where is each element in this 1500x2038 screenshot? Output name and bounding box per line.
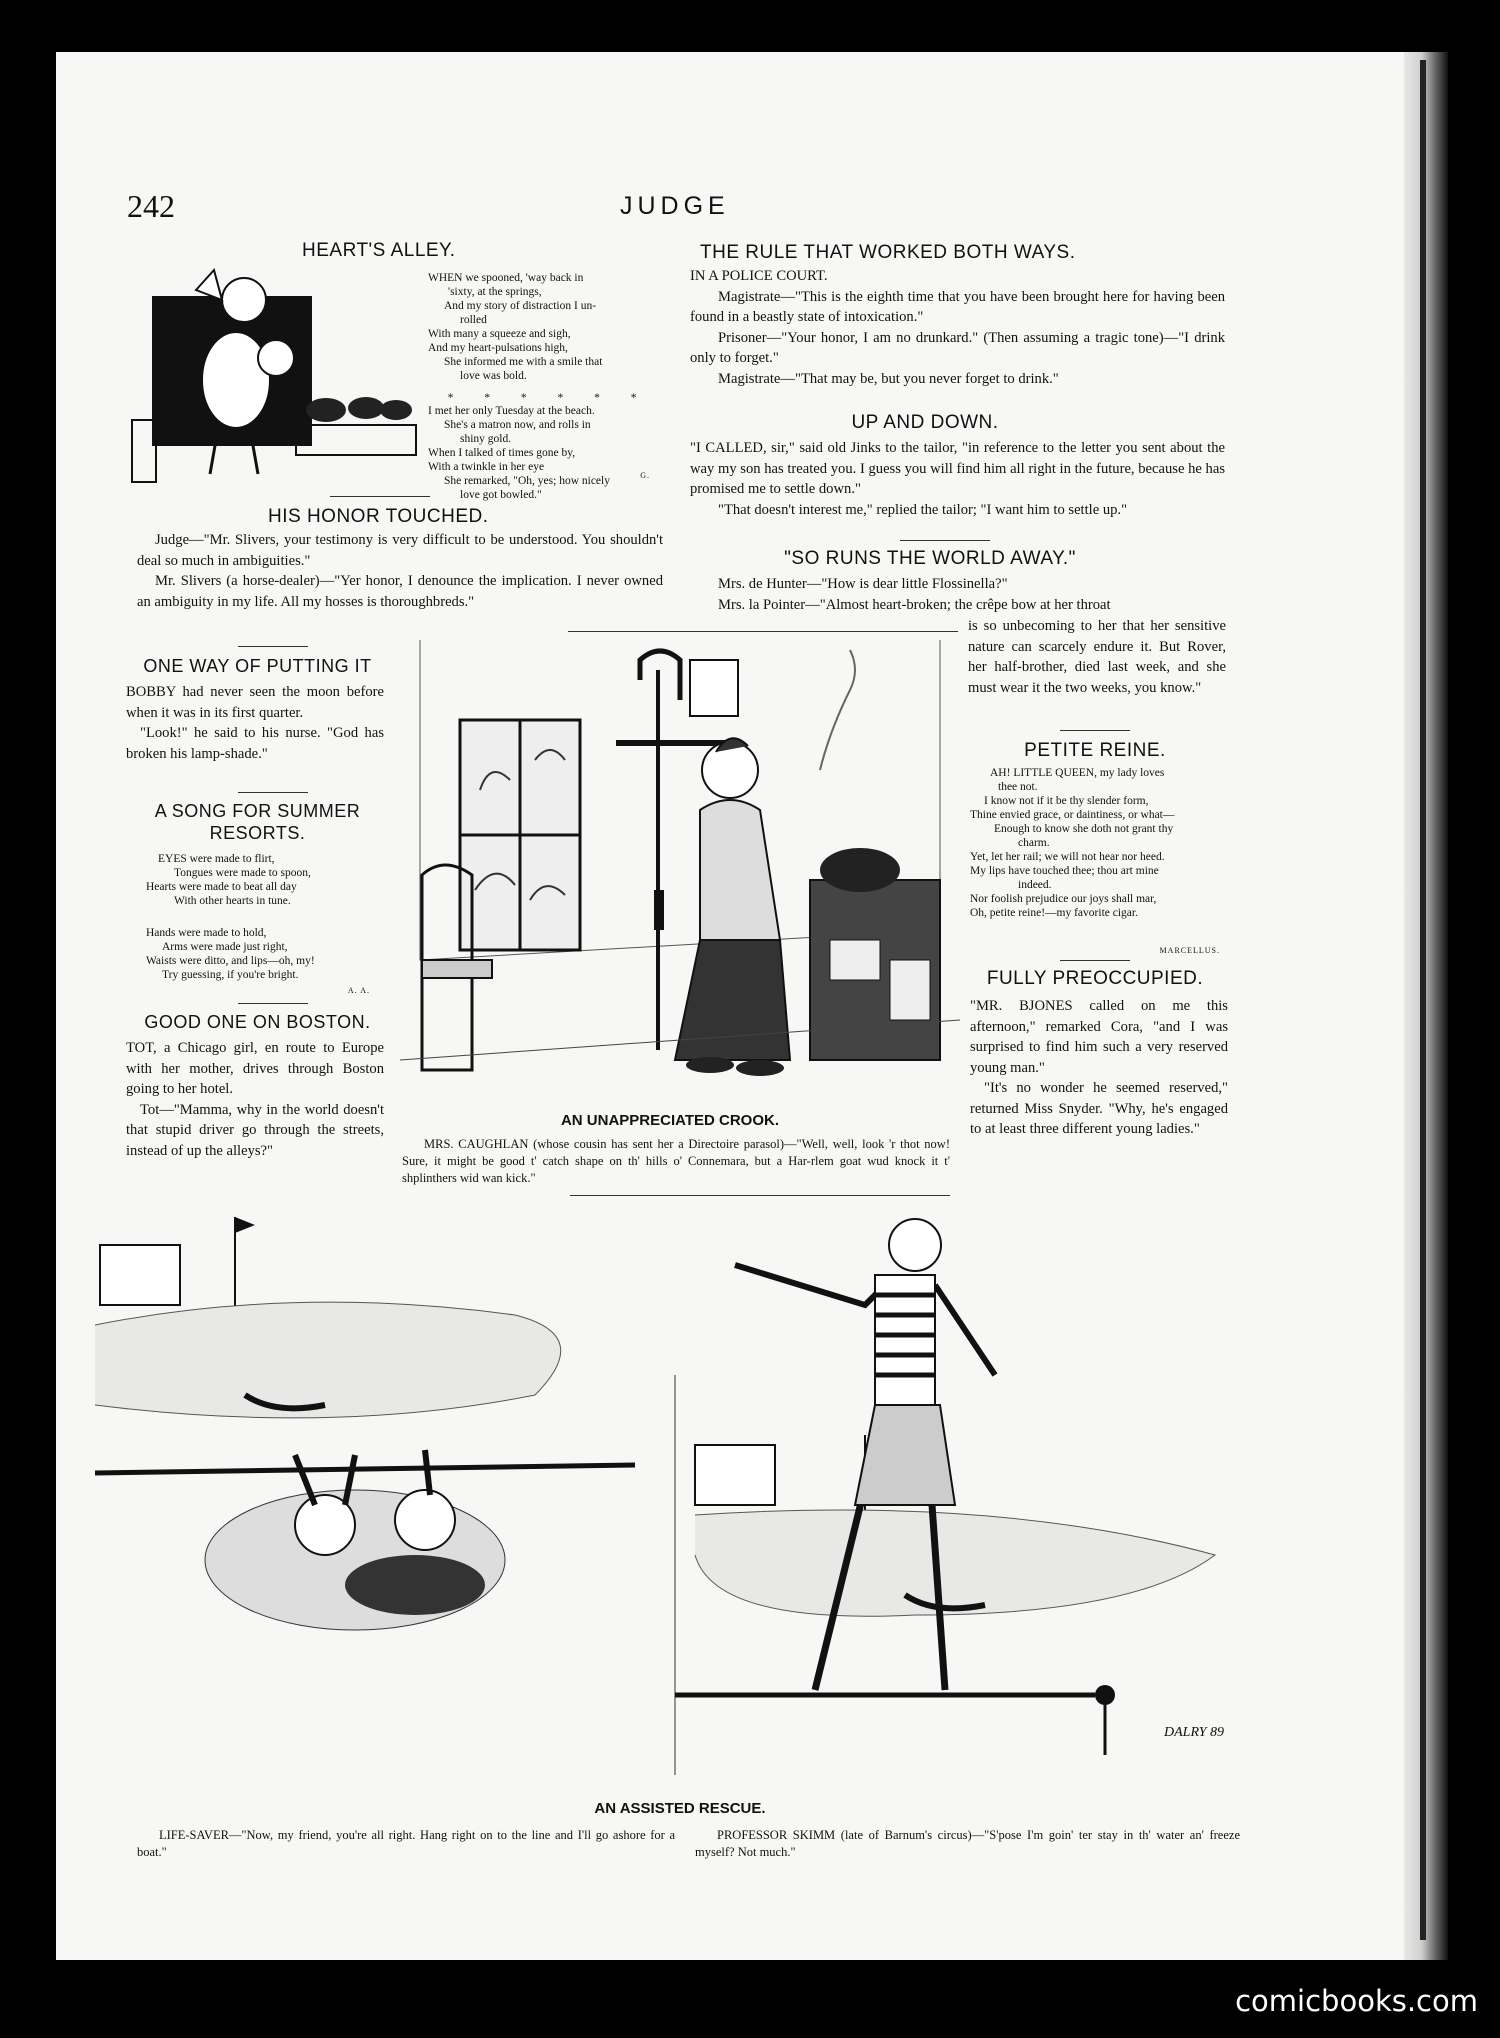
hearts-alley-stanza-2: I met her only Tuesday at the beach. She's a matron now, and rolls in shiny gold. When I talked of times gone by, With a twinkle in her eye She remarked, "Oh, yes; how nicely love got bowled." <box>428 405 610 501</box>
petite-reine-signature: MARCELLUS. <box>1159 946 1220 955</box>
page-number: 242 <box>127 188 175 224</box>
divider <box>238 646 308 647</box>
petite-reine-poem: AH! LITTLE QUEEN, my lady loves thee not. I know not if it be thy slender form, Thine envied grace, or daintiness, or what— Enough to know she doth not grant thy charm. Yet, let her rail; we will not hear nor heed. My lips have touched thee; thou art mine indeed. Nor foolish prejudice our joys shall mar, Oh, petite reine!—my favorite cigar. <box>970 767 1175 919</box>
boston-text: TOT, a Chicago girl, en route to Europe with her mother, drives through Boston going to her hotel. Tot—"Mamma, why in the world doesn't that stupid driver go through the streets, instead of up the alleys?" <box>126 1040 384 1159</box>
site-watermark: comicbooks.com <box>1235 1984 1478 2018</box>
assisted-rescue-illustration <box>95 1205 1235 1785</box>
divider <box>238 1003 308 1004</box>
divider <box>570 1195 950 1196</box>
hearts-alley-stars: * * * * * * <box>447 392 651 404</box>
divider <box>1060 960 1130 961</box>
so-runs-title: "SO RUNS THE WORLD AWAY." <box>784 548 1076 569</box>
rescue-caption-title: AN ASSISTED RESCUE. <box>594 1800 766 1817</box>
running-head: JUDGE <box>620 192 730 220</box>
crook-caption: MRS. CAUGHLAN (whose cousin has sent her a Directoire parasol)—"Well, well, look 'r thot now! Sure, it might be good t' catch shape on th' hills o' Connemara, but a Har-rlem goat wud knock it t' shplinthers wid wan kick." <box>402 1137 950 1185</box>
crook-caption-title: AN UNAPPRECIATED CROOK. <box>560 1112 780 1129</box>
boston-title: GOOD ONE ON BOSTON. <box>144 1012 371 1032</box>
rule-worked-text: IN A POLICE COURT. Magistrate—"This is the eighth time that you have been brought here for having been found in a beastly state of intoxication." Prisoner—"Your honor, I am no drunkard." (Then assuming a tragic tone)—"I drink only to forget." Magistrate—"That may be, but you never forget to drink." <box>690 268 1225 387</box>
so-runs-text-bottom: is so unbecoming to her that her sensitive nature can scarcely endure it. But Rover, her half-brother, died last week, and she must wear it the two weeks, you know." <box>968 618 1226 696</box>
his-honor-text: Judge—"Mr. Slivers, your testimony is very difficult to be understood. You shouldn't deal so much in ambiguities." Mr. Slivers (a horse-dealer)—"Yer honor, I denounce the implication. I never owned an ambiguity in my life. All my hosses is thoroughbreds." <box>137 532 663 610</box>
divider <box>900 540 990 541</box>
hearts-alley-illustration <box>126 260 426 490</box>
divider <box>1060 730 1130 731</box>
divider <box>238 792 308 793</box>
divider <box>330 496 430 497</box>
rule-worked-title: THE RULE THAT WORKED BOTH WAYS. <box>700 242 1076 263</box>
song-stanza-1: EYES were made to flirt, Tongues were made to spoon, Hearts were made to beat all day With other hearts in tune. <box>146 853 311 907</box>
song-title-line-2: RESORTS. <box>209 823 306 843</box>
song-stanza-2: Hands were made to hold, Arms were made just right, Waists were ditto, and lips—oh, my! Try guessing, if you're bright. <box>146 927 315 981</box>
song-signature: A. A. <box>347 986 370 995</box>
fully-title: FULLY PREOCCUPIED. <box>986 968 1204 989</box>
divider <box>568 631 958 632</box>
fully-text: "MR. BJONES called on me this afternoon," remarked Cora, "and I was surprised to find him such a very reserved young man." "It's no wonder he seemed reserved," returned Miss Snyder. "Why, he's engaged to at least three different young ladies." <box>970 998 1228 1137</box>
page-gutter <box>1404 52 1448 1960</box>
one-way-text: BOBBY had never seen the moon before when it was in its first quarter. "Look!" he said to his nurse. "God has broken his lamp-shade." <box>126 684 384 762</box>
page-edge <box>1420 60 1426 1940</box>
rescue-caption-right: PROFESSOR SKIMM (late of Barnum's circus)—"S'pose I'm goin' ter stay in th' water an' freeze myself? Not much." <box>695 1828 1240 1859</box>
rescue-caption-left: LIFE-SAVER—"Now, my friend, you're all right. Hang right on to the line and I'll go ashore for a boat." <box>137 1828 675 1859</box>
his-honor-title: HIS HONOR TOUCHED. <box>268 506 489 527</box>
hearts-alley-stanza-1: WHEN we spooned, 'way back in 'sixty, at the springs, And my story of distraction I un- rolled With many a squeeze and sigh, And my heart-pulsations high, She informed me with a smile that love was bold. <box>428 272 603 382</box>
up-and-down-title: UP AND DOWN. <box>851 412 999 433</box>
unappreciated-crook-illustration <box>400 640 960 1090</box>
up-and-down-text: "I CALLED, sir," said old Jinks to the tailor, "in reference to the letter you sent about the way my son has treated you. I guess you will find him all right in the future, because he has promised me to settle down." "That doesn't interest me," replied the tailor; "I want him to settle up." <box>690 440 1225 518</box>
petite-reine-title: PETITE REINE. <box>1024 740 1166 761</box>
one-way-title: ONE WAY OF PUTTING IT <box>143 656 372 676</box>
song-title-line-1: A SONG FOR SUMMER <box>154 801 361 821</box>
hearts-alley-signature: G. <box>640 471 650 480</box>
hearts-alley-title: HEART'S ALLEY. <box>302 240 456 261</box>
artist-signature: DALRY 89 <box>1164 1725 1225 1740</box>
so-runs-text-top: Mrs. de Hunter—"How is dear little Flossinella?" Mrs. la Pointer—"Almost heart-broken; the crêpe bow at her throat <box>718 576 1111 613</box>
